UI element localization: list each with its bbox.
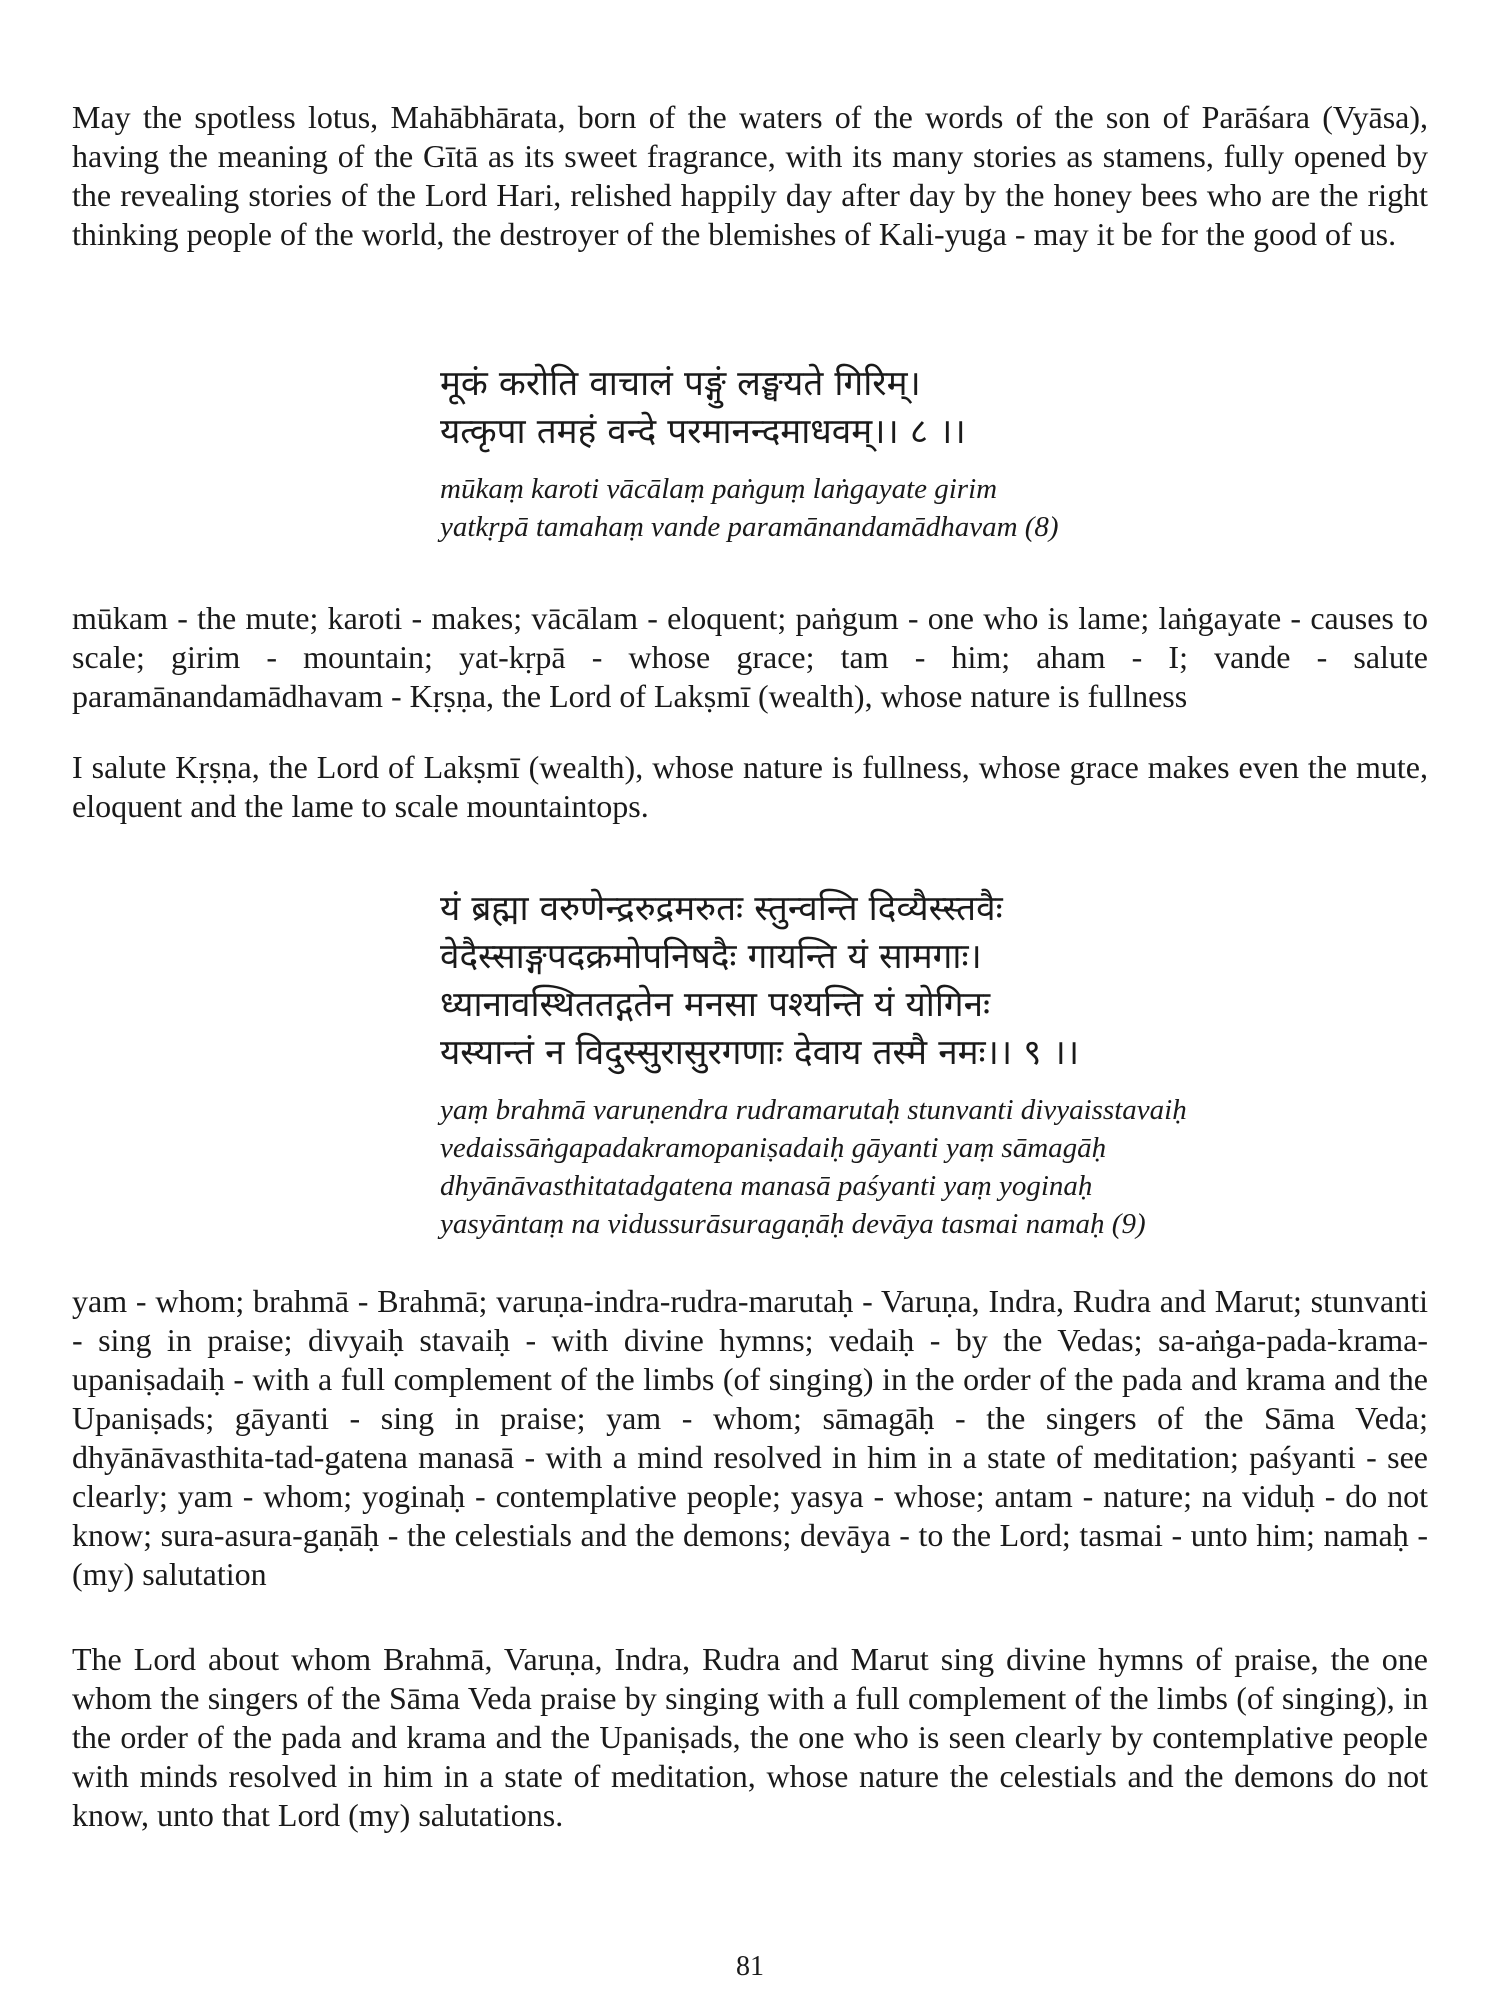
- verse-9-transliteration-line: vedaissāṅgapadakramopaniṣadaiḥ gāyanti yaṃ sāmagāḥ: [440, 1132, 1107, 1164]
- verse-9-transliteration-line: dhyānāvasthitatadgatena manasā paśyanti yaṃ yoginaḥ: [440, 1170, 1093, 1202]
- verse-9-transliteration-line: yasyāntaṃ na vidussurāsuragaṇāḥ devāya tasmai namaḥ (9): [440, 1208, 1146, 1240]
- verse-9-devanagari-line: यस्यान्तं न विदुस्सुरासुरगणाः देवाय तस्मै नमः।। ९ ।।: [440, 1033, 1080, 1073]
- verse-9-devanagari-line: वेदैस्साङ्गपदक्रमोपनिषदैः गायन्ति यं सामगाः।: [440, 937, 982, 977]
- page-number: 81: [736, 1951, 764, 1982]
- verse-9-devanagari-line: ध्यानावस्थिततद्गतेन मनसा पश्यन्ति यं योगिनः: [440, 985, 991, 1025]
- verse-8: [440, 360, 1440, 546]
- verse-9-word-meanings: yam - whom; brahmā - Brahmā; varuṇa-indra-rudra-marutaḥ - Varuṇa, Indra, Rudra and Marut; stunvanti - sing in praise; divyaiḥ stavaiḥ - with divine hymns; vedaiḥ - by the Vedas; sa-aṅga-pada-krama-upaniṣadaiḥ - with a full complement of the limbs (of singing) in the order of the pada and krama and the Upaniṣads; gāyanti - sing in praise; yam - whom; sāmagāḥ - the singers of the Sāma Veda; dhyānāvasthita-tad-gatena manasā - with a mind resolved in him in a state of meditation; paśyanti - see clearly; yam - whom; yoginaḥ - contemplative people; yasya - whose; antam - nature; na viduḥ - do not know; sura-asura-gaṇāḥ - the celestials and the demons; devāya - to the Lord; tasmai - unto him; namaḥ - (my) salutation: [72, 1283, 1428, 1592]
- verse-8-translation: I salute Kṛṣṇa, the Lord of Lakṣmī (wealth), whose nature is fullness, whose grace makes even the mute, eloquent and the lame to scale mountaintops.: [72, 749, 1428, 824]
- verse-9-devanagari: [440, 885, 1440, 1077]
- verse-8-transliteration-line: mūkaṃ karoti vācālaṃ paṅguṃ laṅgayate girim: [440, 473, 998, 505]
- verse-9-transliteration: [440, 1091, 1440, 1243]
- verse-9-translation: The Lord about whom Brahmā, Varuṇa, Indra, Rudra and Marut sing divine hymns of praise, the one whom the singers of the Sāma Veda praise by singing with a full complement of the limbs (of singing), in the order of the pada and krama and the Upaniṣads, the one who is seen clearly by contemplative people with minds resolved in him in a state of meditation, whose nature the celestials and the demons do not know, unto that Lord (my) salutations.: [72, 1641, 1428, 1833]
- verse-9-transliteration-line: yaṃ brahmā varuṇendra rudramarutaḥ stunvanti divyaisstavaiḥ: [440, 1094, 1187, 1126]
- verse-8-devanagari: [440, 360, 1440, 456]
- verse-8-transliteration: [440, 470, 1440, 546]
- intro-paragraph: May the spotless lotus, Mahābhārata, born of the waters of the words of the son of Parāśara (Vyāsa), having the meaning of the Gītā as its sweet fragrance, with its many stories as stamens, fully opened by the revealing stories of the Lord Hari, relished happily day after day by the honey bees who are the right thinking people of the world, the destroyer of the blemishes of Kali-yuga - may it be for the good of us.: [72, 99, 1428, 252]
- verse-9-devanagari-line: यं ब्रह्मा वरुणेन्द्ररुद्रमरुतः स्तुन्वन्ति दिव्यैस्स्तवैः: [440, 889, 1003, 929]
- verse-8-devanagari-line: यत्कृपा तमहं वन्दे परमानन्दमाधवम्।। ८ ।।: [440, 412, 966, 452]
- verse-8-devanagari-line: मूकं करोति वाचालं पङ्गुं लङ्घयते गिरिम्।: [440, 364, 921, 404]
- verse-8-word-meanings: mūkam - the mute; karoti - makes; vācālam - eloquent; paṅgum - one who is lame; laṅgayate - causes to scale; girim - mountain; yat-kṛpā - whose grace; tam - him; aham - I; vande - salute paramānandamādhavam - Kṛṣṇa, the Lord of Lakṣmī (wealth), whose nature is fullness: [72, 600, 1428, 714]
- verse-9: [440, 885, 1440, 1243]
- verse-8-transliteration-line: yatkṛpā tamahaṃ vande paramānandamādhavam (8): [440, 511, 1059, 543]
